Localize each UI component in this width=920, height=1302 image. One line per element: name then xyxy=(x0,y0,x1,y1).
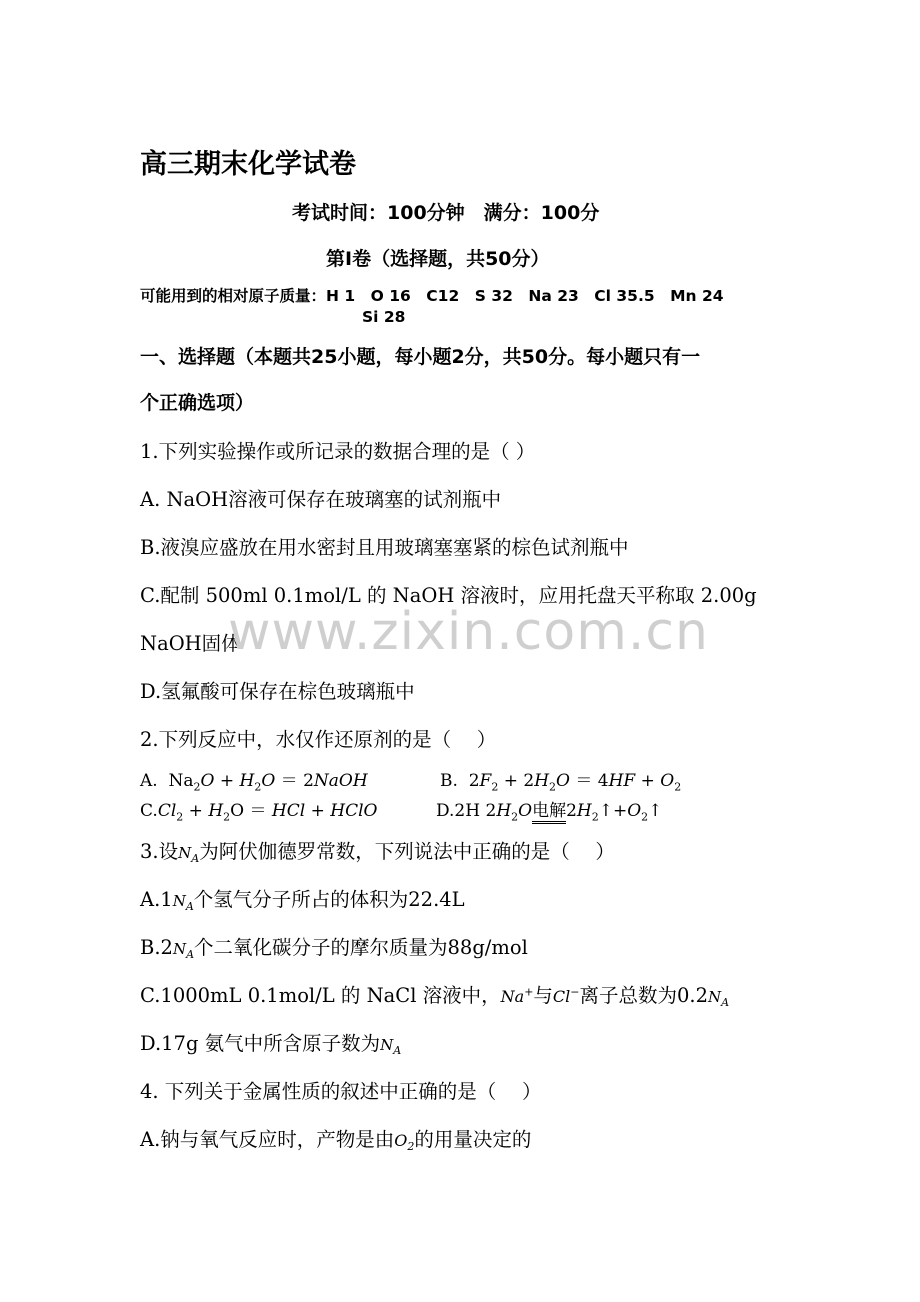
section1-heading-cont: 个正确选项） xyxy=(140,392,255,414)
reaction-condition: 电解 xyxy=(532,801,566,824)
question-2-option-a: A. $Na_2O + H_2O$ ＝ 2NaOH xyxy=(140,771,368,794)
question-1-option-b: B.液溴应盛放在用水密封且用玻璃塞塞紧的棕色试剂瓶中 xyxy=(140,536,629,559)
question-3-option-b: $B.2N_A$个二氧化碳分子的摩尔质量为88g/mol xyxy=(140,936,528,961)
page-title: 高三期末化学试卷 xyxy=(140,149,356,180)
atomic-mass-values-cont: Si 28 xyxy=(362,308,406,326)
atomic-mass-line xyxy=(140,284,724,306)
q3-prefix: 3.设 xyxy=(140,840,179,863)
avogadro-symbol: N xyxy=(178,844,192,862)
question-3-option-d: D.17g 氨气中所含原子数为$N_A$ xyxy=(140,1032,402,1057)
watermark: www.zixin.com.cn xyxy=(228,602,709,662)
part-title: 第Ⅰ卷（选择题，共50分） xyxy=(326,248,550,270)
option-label: D.2H xyxy=(436,801,481,821)
question-3-option-c: C.1000mL 0.1mol/L 的 NaCl 溶液中，Na+与Cl−离子总数为$0.2N_A$ xyxy=(140,984,730,1009)
question-4: 4. 下列关于金属性质的叙述中正确的是（ ） xyxy=(140,1080,542,1103)
question-1: 1.下列实验操作或所记录的数据合理的是（ ） xyxy=(140,440,536,463)
q3b-prefix: B.2 xyxy=(140,936,173,959)
question-4-option-a: A.钠与氧气反应时，产物是由$O_2$的用量决定的 xyxy=(140,1128,532,1154)
question-2-option-b: B. $2F_2 + 2H_2O = 4HF + O_2$ xyxy=(440,771,682,794)
question-3-option-a: $A.1N_A$个氢气分子所占的体积为22.4L xyxy=(140,888,465,913)
option-label: B. xyxy=(440,771,458,791)
q3b-suffix: 个二氧化碳分子的摩尔质量为88g/mol xyxy=(194,936,528,959)
atomic-mass-values: H 1 O 16 C12 S 32 Na 23 Cl 35.5 Mn 24 xyxy=(326,287,724,305)
question-2: 2.下列反应中，水仅作还原剂的是（ ） xyxy=(140,728,497,751)
avogadro-sub: A xyxy=(191,852,200,865)
atomic-mass-label: 可能用到的相对原子质量： xyxy=(140,287,327,305)
question-1-option-a: A. NaOH溶液可保存在玻璃塞的试剂瓶中 xyxy=(140,488,502,511)
q3a-suffix: 个氢气分子所占的体积为22.4L xyxy=(193,888,465,911)
question-1-option-c-cont: NaOH固体 xyxy=(140,632,241,655)
question-1-option-d: D.氢氟酸可保存在棕色玻璃瓶中 xyxy=(140,680,415,703)
q3-suffix: 为阿伏伽德罗常数，下列说法中正确的是（ ） xyxy=(199,840,615,863)
q4a-prefix: A.钠与氧气反应时，产物是由 xyxy=(140,1128,395,1151)
question-1-option-c: C.配制 500ml 0.1mol/L 的 NaOH 溶液时，应用托盘天平称取 2.00g xyxy=(140,584,757,607)
question-2-option-c: $C.Cl_2 + H_2O$ ＝ HCl + HClO xyxy=(140,801,378,824)
q3c-mid: 与 xyxy=(533,984,553,1007)
option-label: A. xyxy=(140,771,158,791)
exam-info: 考试时间：100分钟 满分：100分 xyxy=(292,202,600,224)
q4a-suffix: 的用量决定的 xyxy=(414,1128,532,1151)
question-2-option-d: D.2H $2H_2O$电解$2H_2↑+O_2↑$ xyxy=(436,801,663,824)
option-label: C. xyxy=(140,801,158,821)
q3a-prefix: A.1 xyxy=(140,888,173,911)
section1-heading: 一、选择题（本题共25小题，每小题2分，共50分。每小题只有一 xyxy=(140,346,701,368)
question-3 xyxy=(140,836,615,865)
q3c-suffix: 离子总数为0.2 xyxy=(579,984,709,1007)
q3c-prefix: C.1000mL 0.1mol/L 的 NaCl 溶液中， xyxy=(140,984,501,1007)
q3d-prefix: D.17g 氨气中所含原子数为 xyxy=(140,1032,381,1055)
